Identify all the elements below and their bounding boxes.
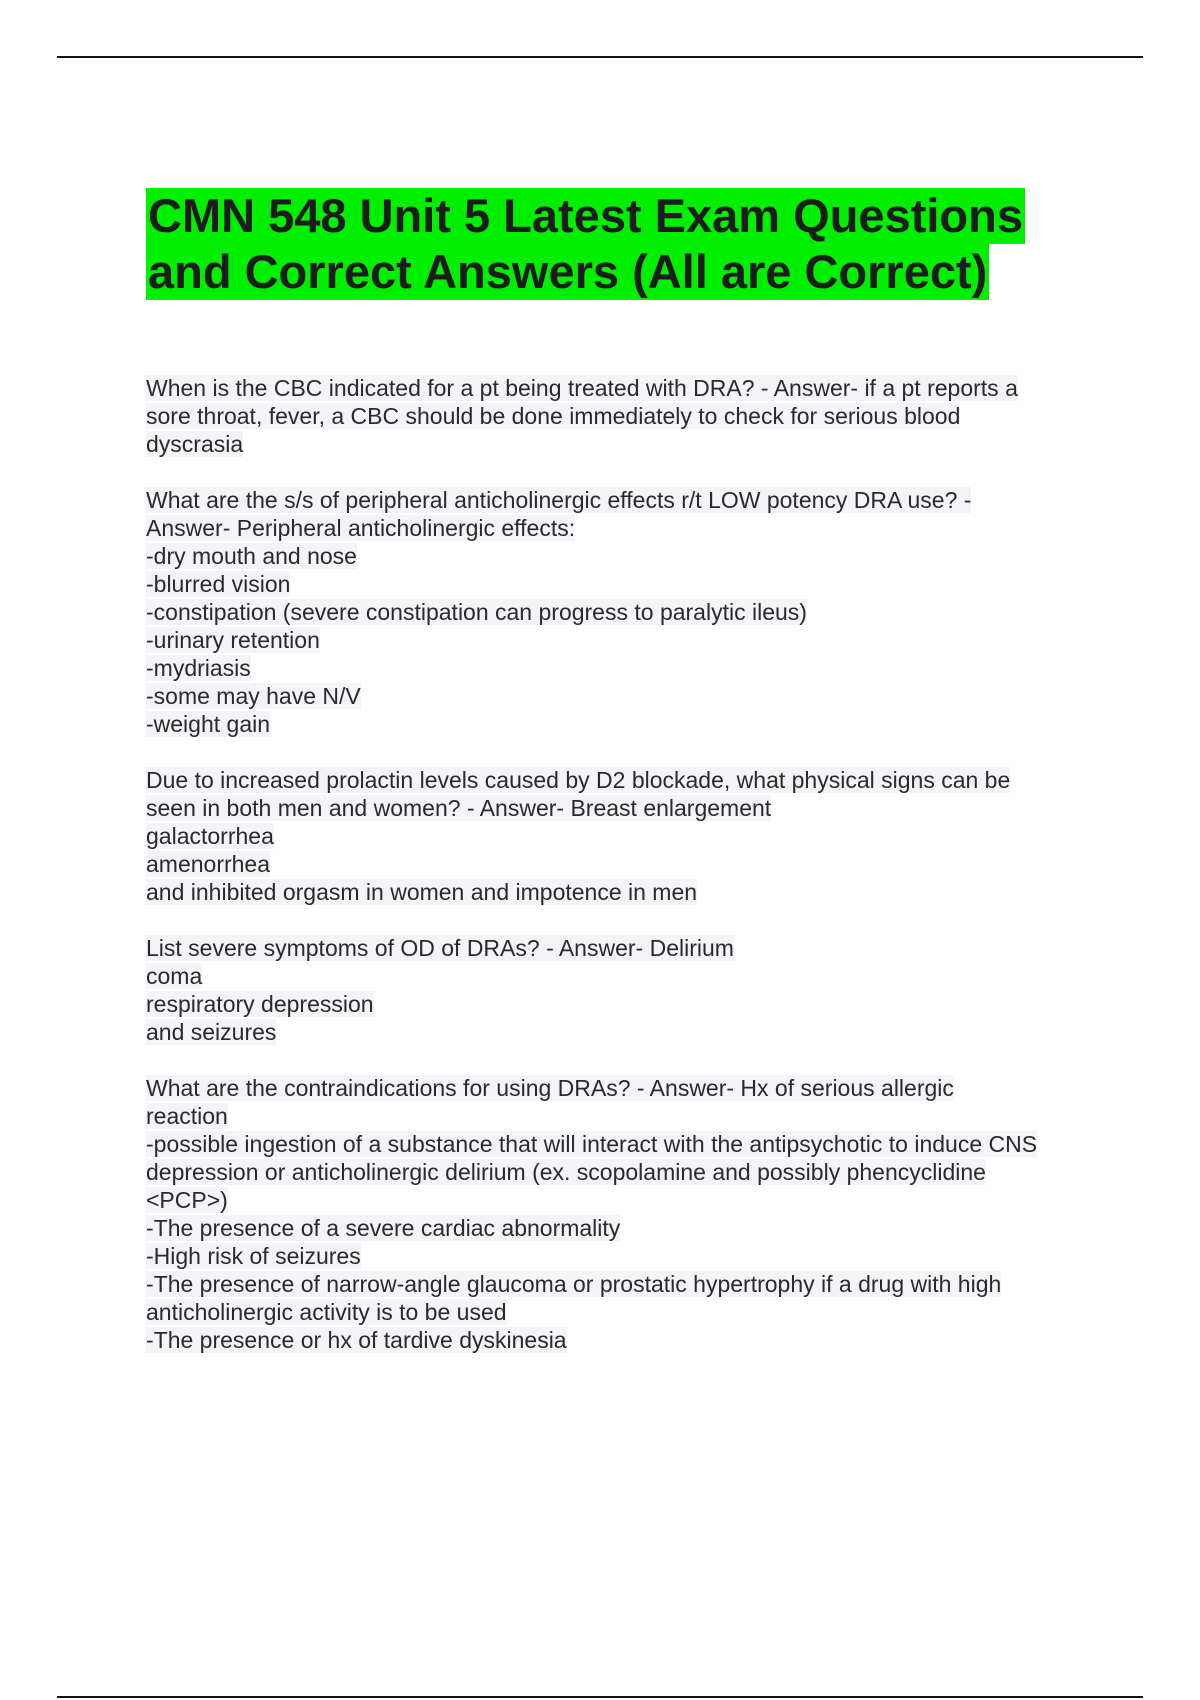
title-line-2: and Correct Answers (All are Correct)	[148, 245, 988, 298]
qa-line: Answer- Peripheral anticholinergic effects:	[146, 515, 576, 541]
qa-line: galactorrhea	[146, 823, 274, 849]
qa-line: sore throat, fever, a CBC should be done immediately to check for serious blood	[146, 403, 961, 429]
qa-line: What are the s/s of peripheral anticholinergic effects r/t LOW potency DRA use? -	[146, 487, 972, 513]
qa-line: -The presence or hx of tardive dyskinesia	[146, 1327, 567, 1353]
qa-line: anticholinergic activity is to be used	[146, 1299, 507, 1325]
qa-line: -mydriasis	[146, 655, 251, 681]
qa-line: and seizures	[146, 1019, 277, 1045]
qa-item-overdose	[146, 934, 1086, 1046]
qa-list	[146, 374, 1086, 1382]
qa-line: dyscrasia	[146, 431, 244, 457]
document-title	[146, 188, 1066, 300]
qa-line: -blurred vision	[146, 571, 291, 597]
qa-line: seen in both men and women? - Answer- Breast enlargement	[146, 795, 772, 821]
qa-line: -urinary retention	[146, 627, 320, 653]
qa-line: <PCP>)	[146, 1187, 228, 1213]
qa-item-prolactin	[146, 766, 1086, 906]
qa-item-contraindications	[146, 1074, 1086, 1354]
qa-line: -High risk of seizures	[146, 1243, 361, 1269]
qa-line: List severe symptoms of OD of DRAs? - Answer- Delirium	[146, 935, 734, 961]
qa-line: and inhibited orgasm in women and impotence in men	[146, 879, 698, 905]
qa-line: depression or anticholinergic delirium (ex. scopolamine and possibly phencyclidine	[146, 1159, 986, 1185]
title-line-1: CMN 548 Unit 5 Latest Exam Questions	[148, 189, 1023, 242]
qa-line: reaction	[146, 1103, 228, 1129]
qa-line: Due to increased prolactin levels caused by D2 blockade, what physical signs can be	[146, 767, 1011, 793]
qa-line: When is the CBC indicated for a pt being treated with DRA? - Answer- if a pt reports a	[146, 375, 1018, 401]
bottom-rule	[57, 1696, 1143, 1698]
qa-line: -weight gain	[146, 711, 271, 737]
qa-line: -some may have N/V	[146, 683, 361, 709]
qa-line: -The presence of a severe cardiac abnormality	[146, 1215, 621, 1241]
qa-line: respiratory depression	[146, 991, 374, 1017]
qa-line: -dry mouth and nose	[146, 543, 357, 569]
qa-line: amenorrhea	[146, 851, 271, 877]
qa-line: What are the contraindications for using DRAs? - Answer- Hx of serious allergic	[146, 1075, 954, 1101]
top-rule	[57, 56, 1143, 58]
qa-line: -constipation (severe constipation can progress to paralytic ileus)	[146, 599, 807, 625]
qa-line: coma	[146, 963, 203, 989]
qa-item-cbc	[146, 374, 1086, 458]
qa-line: -The presence of narrow-angle glaucoma or prostatic hypertrophy if a drug with high	[146, 1271, 1002, 1297]
qa-line: -possible ingestion of a substance that will interact with the antipsychotic to induce CNS	[146, 1131, 1038, 1157]
qa-item-anticholinergic	[146, 486, 1086, 738]
